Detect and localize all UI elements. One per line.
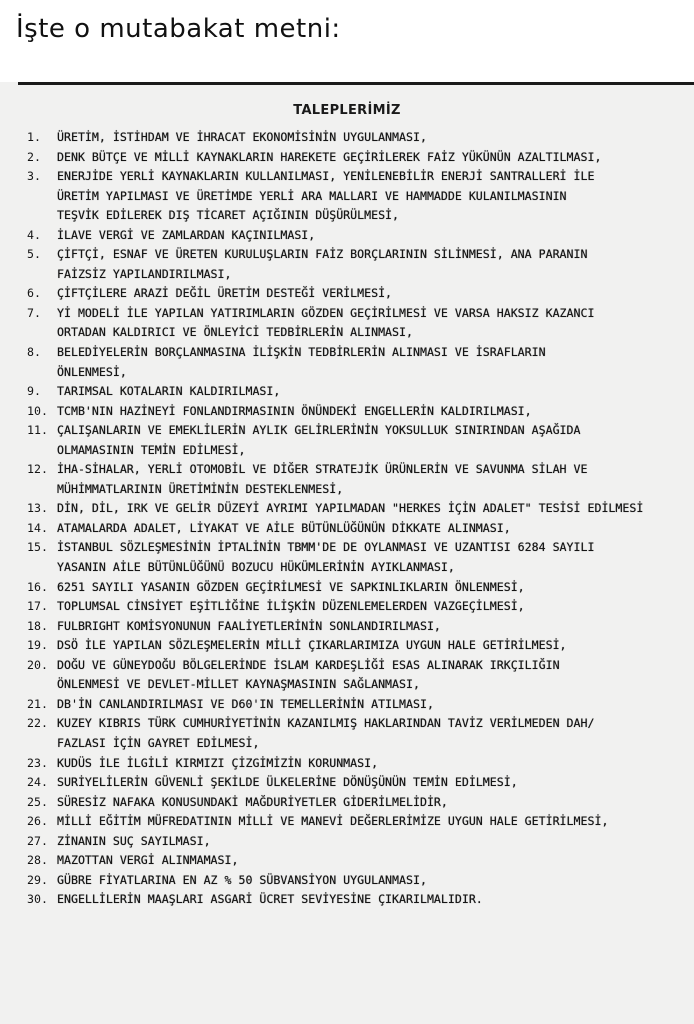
document-title: TALEPLERİMİZ xyxy=(293,103,401,118)
item-number: 23. xyxy=(27,755,48,770)
item-text: DSÖ İLE YAPILAN SÖZLEŞMELERİN MİLLİ ÇIKARLARIMIZA UYGUN HALE GETİRİLMESİ, xyxy=(57,638,567,653)
list-item xyxy=(0,226,694,246)
list-item xyxy=(0,421,694,441)
list-item xyxy=(0,695,694,715)
post-caption: İşte o mutabakat metni: xyxy=(16,14,341,44)
item-number: 12. xyxy=(27,462,48,477)
item-number: 17. xyxy=(27,599,48,614)
list-item-continuation xyxy=(0,363,694,383)
item-text: MİLLİ EĞİTİM MÜFREDATININ MİLLİ VE MANEVİ DEĞERLERİMİZE UYGUN HALE GETİRİLMESİ, xyxy=(57,814,609,829)
item-text: YASANIN AİLE BÜTÜNLÜĞÜNÜ BOZUCU HÜKÜMLERİNİN AYIKLANMASI, xyxy=(57,560,455,575)
item-number: 7. xyxy=(27,305,41,320)
list-item xyxy=(0,343,694,363)
list-item xyxy=(0,890,694,910)
list-item xyxy=(0,597,694,617)
item-text: GÜBRE FİYATLARINA EN AZ % 50 SÜBVANSİYON UYGULANMASI, xyxy=(57,872,427,887)
document-top-rule xyxy=(18,82,694,85)
item-text: KUDÜS İLE İLGİLİ KIRMIZI ÇİZGİMİZİN KORUNMASI, xyxy=(57,755,379,770)
item-text: TCMB'NIN HAZİNEYİ FONLANDIRMASININ ÖNÜNDEKİ ENGELLERİN KALDIRILMASI, xyxy=(57,403,532,418)
item-number: 24. xyxy=(27,775,48,790)
item-text: ÖNLENMESİ VE DEVLET-MİLLET KAYNAŞMASININ SAĞLANMASI, xyxy=(57,677,420,692)
item-number: 1. xyxy=(27,130,41,144)
item-text: ENERJİDE YERLİ KAYNAKLARIN KULLANILMASI, YENİLENEBİLİR ENERJİ SANTRALLERİ İLE xyxy=(57,169,595,184)
list-item-continuation xyxy=(0,558,694,578)
item-number: 15. xyxy=(27,540,48,555)
list-item-continuation xyxy=(0,323,694,343)
item-number: 16. xyxy=(27,579,48,594)
item-text: FULBRIGHT KOMİSYONUNUN FAALİYETLERİNİN SONLANDIRILMASI, xyxy=(57,618,441,633)
item-text: ÇALIŞANLARIN VE EMEKLİLERİN AYLIK GELİRLERİNİN YOKSULLUK SINIRINDAN AŞAĞIDA xyxy=(57,423,581,438)
list-item xyxy=(0,304,694,324)
list-item xyxy=(0,128,694,148)
list-item xyxy=(0,793,694,813)
list-item xyxy=(0,284,694,304)
item-number: 28. xyxy=(27,853,48,868)
list-item xyxy=(0,636,694,656)
item-number: 21. xyxy=(27,696,48,711)
item-number: 13. xyxy=(27,501,48,516)
item-number: 22. xyxy=(27,716,48,731)
list-item-continuation xyxy=(0,441,694,461)
item-text: ENGELLİLERİN MAAŞLARI ASGARİ ÜCRET SEVİYESİNE ÇIKARILMALIDIR. xyxy=(57,892,483,907)
list-item xyxy=(0,382,694,402)
item-text: İHA-SİHALAR, YERLİ OTOMOBİL VE DİĞER STRATEJİK ÜRÜNLERİN VE SAVUNMA SİLAH VE xyxy=(57,462,588,477)
item-number: 26. xyxy=(27,814,48,829)
list-item xyxy=(0,754,694,774)
list-item xyxy=(0,871,694,891)
item-text: BELEDİYELERİN BORÇLANMASINA İLİŞKİN TEDBİRLERİN ALINMASI VE İSRAFLARIN xyxy=(57,345,546,360)
list-item xyxy=(0,714,694,734)
item-text: OLMAMASININ TEMİN EDİLMESİ, xyxy=(57,442,246,457)
item-text: İLAVE VERGİ VE ZAMLARDAN KAÇINILMASI, xyxy=(57,227,316,242)
list-item xyxy=(0,617,694,637)
demands-list xyxy=(0,128,694,910)
item-text: KUZEY KIBRIS TÜRK CUMHURİYETİNİN KAZANILMIŞ HAKLARINDAN TAVİZ VERİLMEDEN DAH/ xyxy=(57,716,595,731)
list-item xyxy=(0,402,694,422)
item-number: 6. xyxy=(27,286,41,301)
list-item xyxy=(0,578,694,598)
list-item-continuation xyxy=(0,734,694,754)
item-text: TEŞVİK EDİLEREK DIŞ TİCARET AÇIĞININ DÜŞÜRÜLMESİ, xyxy=(57,208,400,223)
item-number: 10. xyxy=(27,403,48,418)
item-text: DENK BÜTÇE VE MİLLİ KAYNAKLARIN HAREKETE GEÇİRİLEREK FAİZ YÜKÜNÜN AZALTILMASI, xyxy=(57,149,602,164)
item-text: SÜRESİZ NAFAKA KONUSUNDAKİ MAĞDURİYETLER GİDERİLMELİDİR, xyxy=(57,794,448,809)
item-text: DOĞU VE GÜNEYDOĞU BÖLGELERİNDE İSLAM KARDEŞLİĞİ ESAS ALINARAK IRKÇILIĞIN xyxy=(57,657,560,672)
document-image xyxy=(0,82,694,1024)
item-number: 11. xyxy=(27,423,48,438)
list-item xyxy=(0,167,694,187)
list-item xyxy=(0,499,694,519)
item-number: 4. xyxy=(27,227,41,242)
item-text: MÜHİMMATLARININ ÜRETİMİNİN DESTEKLENMESİ, xyxy=(57,481,344,496)
item-text: SURİYELİLERİN GÜVENLİ ŞEKİLDE ÜLKELERİNE DÖNÜŞÜNÜN TEMİN EDİLMESİ, xyxy=(57,775,518,790)
item-text: TOPLUMSAL CİNSİYET EŞİTLİĞİNE İLİŞKİN DÜZENLEMELERDEN VAZGEÇİLMESİ, xyxy=(57,599,525,614)
item-number: 3. xyxy=(27,169,41,184)
list-item xyxy=(0,538,694,558)
item-text: FAİZSİZ YAPILANDIRILMASI, xyxy=(57,266,232,281)
item-number: 19. xyxy=(27,638,48,653)
item-number: 14. xyxy=(27,520,48,535)
item-text: FAZLASI İÇİN GAYRET EDİLMESİ, xyxy=(57,735,260,750)
item-text: İSTANBUL SÖZLEŞMESİNİN İPTALİNİN TBMM'DE DE OYLANMASI VE UZANTISI 6284 SAYILI xyxy=(57,540,595,555)
list-item-continuation xyxy=(0,480,694,500)
item-number: 18. xyxy=(27,618,48,633)
item-text: 6251 SAYILI YASANIN GÖZDEN GEÇİRİLMESİ VE SAPKINLIKLARIN ÖNLENMESİ, xyxy=(57,579,525,594)
item-number: 27. xyxy=(27,833,48,848)
item-text: ÇİFTÇİ, ESNAF VE ÜRETEN KURULUŞLARIN FAİZ BORÇLARININ SİLİNMESİ, ANA PARANIN xyxy=(57,247,588,262)
item-number: 30. xyxy=(27,892,48,907)
item-text: DB'İN CANLANDIRILMASI VE D60'IN TEMELLERİNİN ATILMASI, xyxy=(57,696,434,711)
item-text: ORTADAN KALDIRICI VE ÖNLEYİCİ TEDBİRLERİN ALINMASI, xyxy=(57,325,413,340)
list-item xyxy=(0,460,694,480)
item-text: MAZOTTAN VERGİ ALINMAMASI, xyxy=(57,853,239,868)
list-item-continuation xyxy=(0,675,694,695)
item-number: 20. xyxy=(27,657,48,672)
list-item xyxy=(0,519,694,539)
item-number: 8. xyxy=(27,345,41,360)
list-item xyxy=(0,812,694,832)
item-text: ÜRETİM, İSTİHDAM VE İHRACAT EKONOMİSİNİN UYGULANMASI, xyxy=(57,130,427,144)
list-item xyxy=(0,851,694,871)
item-text: ZİNANIN SUÇ SAYILMASI, xyxy=(57,833,211,848)
item-text: ATAMALARDA ADALET, LİYAKAT VE AİLE BÜTÜNLÜĞÜNÜN DİKKATE ALINMASI, xyxy=(57,520,511,535)
list-item xyxy=(0,245,694,265)
list-item xyxy=(0,773,694,793)
item-number: 5. xyxy=(27,247,41,262)
item-number: 9. xyxy=(27,384,41,399)
item-text: ÜRETİM YAPILMASI VE ÜRETİMDE YERLİ ARA MALLARI VE HAMMADDE KULANILMASININ xyxy=(57,188,567,203)
list-item-continuation xyxy=(0,265,694,285)
list-item xyxy=(0,656,694,676)
item-text: DİN, DİL, IRK VE GELİR DÜZEYİ AYRIMI YAPILMADAN "HERKES İÇİN ADALET" TESİSİ EDİLMESİ xyxy=(57,501,644,516)
list-item xyxy=(0,832,694,852)
list-item xyxy=(0,148,694,168)
item-number: 29. xyxy=(27,872,48,887)
list-item-continuation xyxy=(0,206,694,226)
item-text: ÇİFTÇİLERE ARAZİ DEĞİL ÜRETİM DESTEĞİ VERİLMESİ, xyxy=(57,286,393,301)
item-text: ÖNLENMESİ, xyxy=(57,364,127,379)
item-text: Yİ MODELİ İLE YAPILAN YATIRIMLARIN GÖZDEN GEÇİRİLMESİ VE VARSA HAKSIZ KAZANCI xyxy=(57,305,595,320)
item-text: TARIMSAL KOTALARIN KALDIRILMASI, xyxy=(57,384,281,399)
list-item-continuation xyxy=(0,187,694,207)
item-number: 2. xyxy=(27,149,41,164)
item-number: 25. xyxy=(27,794,48,809)
